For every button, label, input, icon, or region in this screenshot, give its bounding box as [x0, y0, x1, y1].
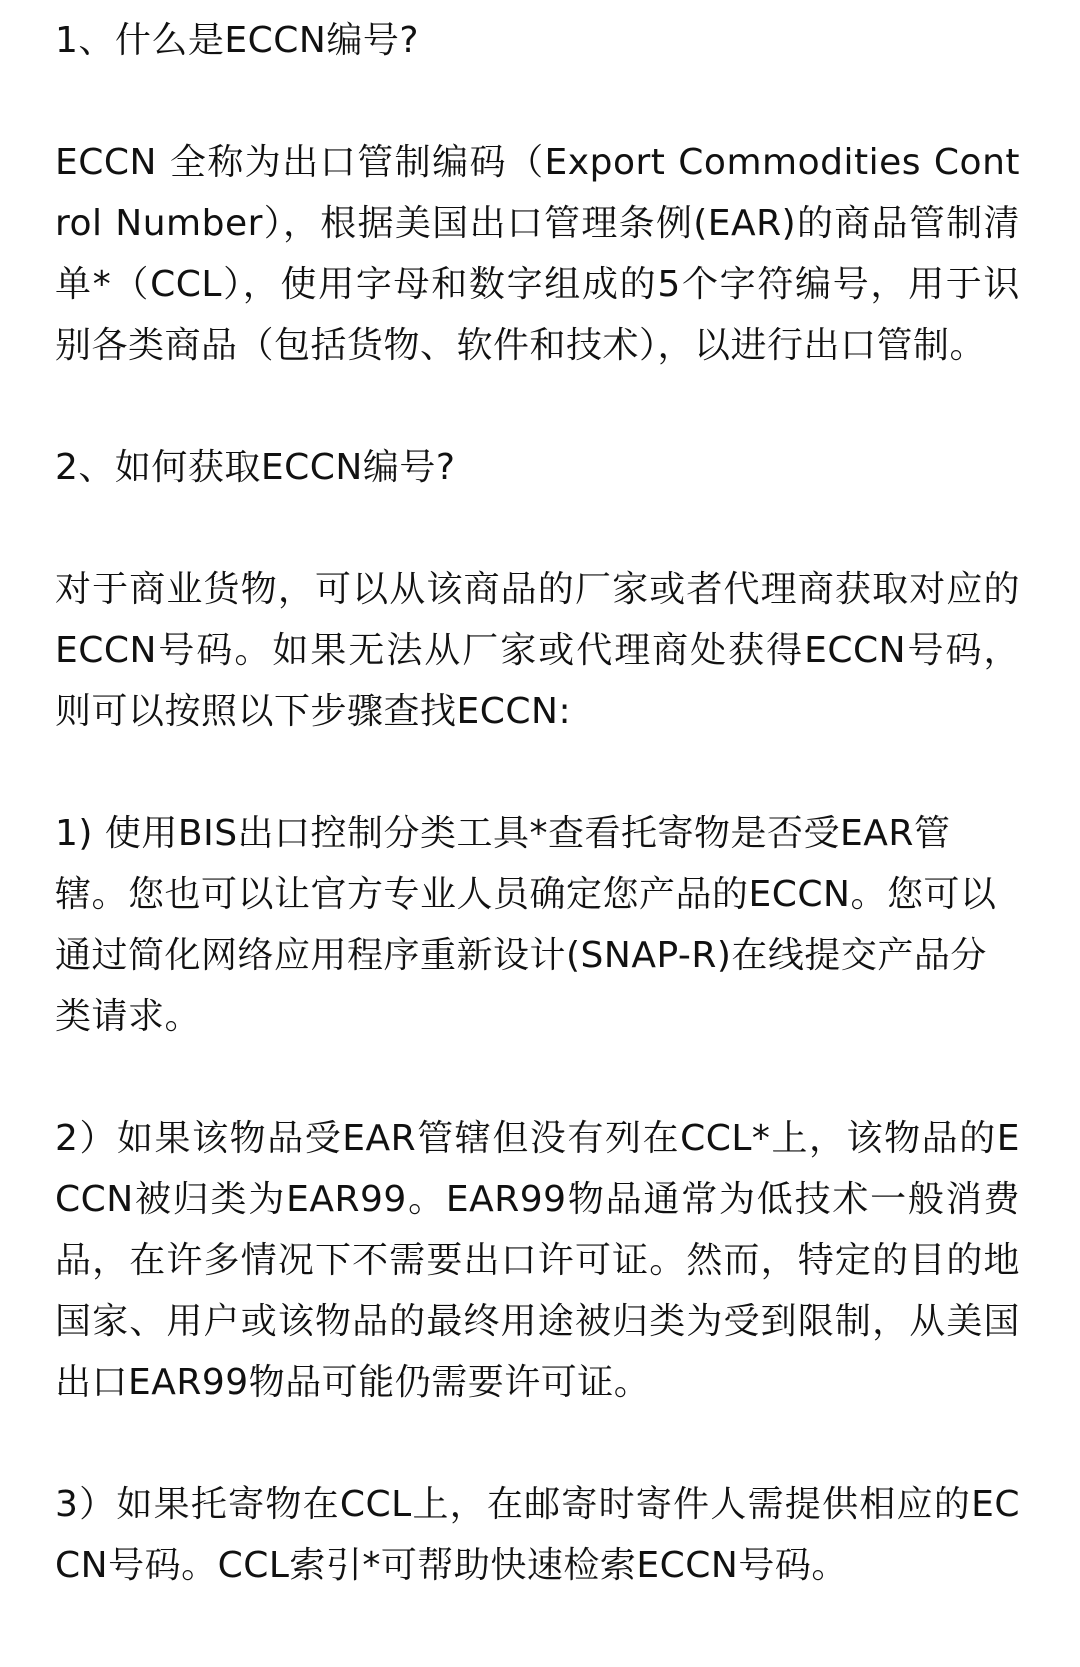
step-1-paragraph: 1) 使用BIS出口控制分类工具*查看托寄物是否受EAR管辖。您也可以让官方专业人员确定您产品的ECCN。您可以通过简化网络应用程序重新设计(SNAP-R)在线提交产品分类请求。	[55, 813, 997, 1037]
section-1-paragraph: ECCN 全称为出口管制编码（Export Commodities Control Number），根据美国出口管理条例(EAR)的商品管制清单*（CCL），使用字母和数字组成的5个字符编号，用于识别各类商品（包括货物、软件和技术），以进行出口管制。	[55, 142, 1020, 366]
section-2-heading: 2、如何获取ECCN编号?	[55, 447, 456, 488]
section-1-heading: 1、什么是ECCN编号?	[55, 20, 419, 61]
spacer	[55, 498, 1020, 559]
article	[55, 10, 1020, 1596]
spacer	[55, 1047, 1020, 1108]
spacer	[55, 71, 1020, 132]
spacer	[55, 1413, 1020, 1474]
section-2-intro-paragraph: 对于商业货物，可以从该商品的厂家或者代理商获取对应的ECCN号码。如果无法从厂家或代理商处获得ECCN号码，则可以按照以下步骤查找ECCN:	[55, 569, 1020, 732]
step-3-paragraph: 3）如果托寄物在CCL上，在邮寄时寄件人需提供相应的ECCN号码。CCL索引*可帮助快速检索ECCN号码。	[55, 1484, 1020, 1586]
step-2-paragraph: 2）如果该物品受EAR管辖但没有列在CCL*上，该物品的ECCN被归类为EAR99。EAR99物品通常为低技术一般消费品，在许多情况下不需要出口许可证。然而，特定的目的地国家、用户或该物品的最终用途被归类为受到限制，从美国出口EAR99物品可能仍需要许可证。	[55, 1118, 1020, 1403]
spacer	[55, 376, 1020, 437]
spacer	[55, 742, 1020, 803]
